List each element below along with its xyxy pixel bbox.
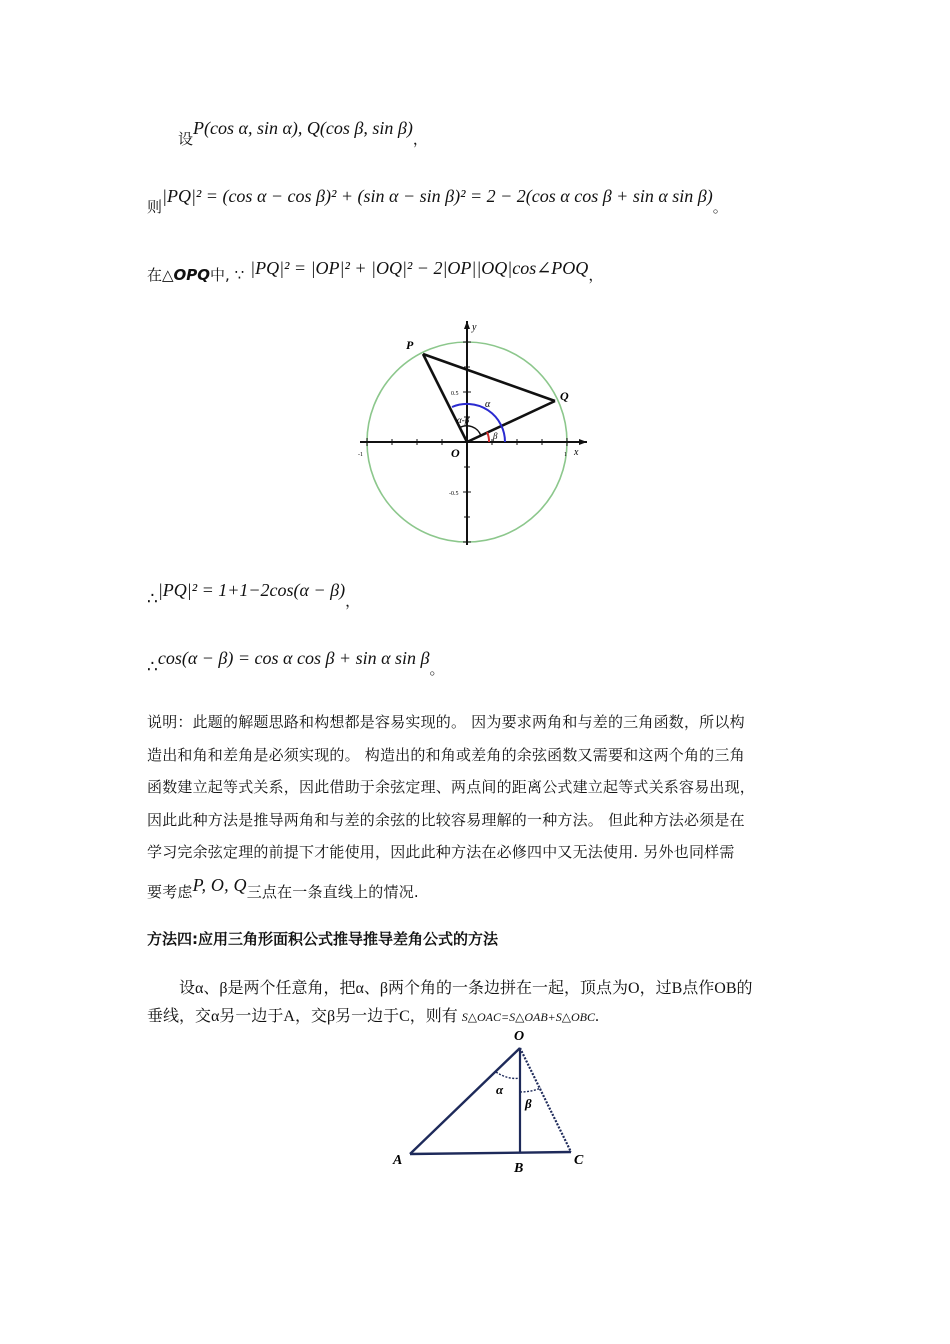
- eq1-formula: P(cos α, sin α), Q(cos β, sin β): [193, 118, 413, 138]
- eq3-mid: 中, ∵: [210, 266, 245, 284]
- beta-angle-arc: [520, 1088, 541, 1092]
- eq2-suffix: 。: [712, 198, 728, 216]
- label-b: B: [514, 1161, 524, 1176]
- eq1-suffix: ，: [412, 130, 428, 148]
- label-alpha: α: [485, 399, 491, 410]
- label-x: x: [574, 447, 579, 458]
- label-a: A: [393, 1153, 403, 1168]
- explanation-last-suffix: 三点在一条直线上的情况.: [246, 882, 419, 901]
- label-alpha-minus-beta: α-β: [457, 415, 470, 425]
- explanation-line: 因此此种方法是推导两角和与差的余弦的比较容易理解的一种方法。 但此种方法必须是在: [147, 810, 745, 829]
- eq5-suffix: 。: [429, 660, 445, 678]
- explanation-line: 函数建立起等式关系，因此借助于余弦定理、两点间的距离公式建立起等式关系容易出现，: [147, 778, 756, 796]
- method4-line2-end: .: [594, 1008, 599, 1025]
- x-axis-arrow: [579, 439, 587, 445]
- segment-ac: [410, 1152, 571, 1154]
- equation-distance: [147, 186, 728, 217]
- alpha-angle-arc: [496, 1072, 520, 1078]
- method4-heading: 方法四:应用三角形面积公式推导推导差角公式的方法: [147, 930, 499, 948]
- explanation-line: 造出和角和差角是必须实现的。 构造出的和角或差角的余弦函数又需要和这两个角的三角: [147, 745, 745, 764]
- tick-label-x-neg: -1: [358, 452, 363, 458]
- label-alpha2: α: [496, 1082, 504, 1097]
- eq2-prefix: 则: [147, 198, 163, 216]
- eq5-prefix: ∴: [147, 657, 158, 677]
- label-c: C: [574, 1153, 584, 1168]
- tick-label-x-pos: 1: [564, 452, 567, 458]
- explanation-last-line: [147, 869, 807, 909]
- explanation-last-prefix: 要考虑: [147, 882, 193, 901]
- eq4-prefix: ∴: [147, 589, 158, 609]
- eq3-prefix: 在△: [147, 266, 174, 284]
- eq3-formula: |PQ|² = |OP|² + |OQ|² − 2|OP||OQ|cos∠POQ: [250, 258, 589, 278]
- eq2-formula: |PQ|² = (cos α − cos β)² + (sin α − sin β)² = 2 − 2(cos α cos β + sin α sin β): [162, 186, 713, 206]
- tick-label-y-neg-half: -0.5: [449, 491, 459, 497]
- equation-cosine-law: [147, 258, 603, 285]
- eq4-formula: |PQ|² = 1+1−2cos(α − β): [157, 580, 346, 600]
- eq5-formula: cos(α − β) = cos α cos β + sin α sin β: [157, 648, 430, 668]
- method4-line1: 设α、β是两个任意角，把α、β两个角的一条边拼在一起，顶点为O，过B点作OB的: [179, 980, 753, 997]
- method4-area-formula: S△OAC=S△OAB+S△OBC: [461, 1010, 595, 1024]
- y-axis-arrow: [464, 321, 470, 329]
- explanation-points: P, O, Q: [192, 874, 247, 895]
- eq3-suffix: ，: [588, 266, 604, 284]
- method4-line2-text: 垂线，交α另一边于A，交β另一边于C，则有: [147, 1008, 462, 1025]
- label-p: P: [406, 338, 414, 352]
- label-q: Q: [560, 389, 569, 403]
- label-beta: β: [493, 431, 498, 441]
- unit-circle-figure: [355, 315, 595, 550]
- label-o2: O: [514, 1029, 525, 1044]
- equation-pq-result: [147, 580, 360, 611]
- label-y: y: [472, 322, 477, 333]
- tick-label-y-half: 0.5: [451, 391, 459, 397]
- segment-oa: [410, 1048, 520, 1154]
- eq1-prefix: 设: [178, 130, 194, 148]
- explanation-paragraph: [147, 706, 807, 908]
- beta-arc: [487, 432, 489, 442]
- equation-cos-difference: [147, 648, 445, 679]
- eq3-triangle: OPQ: [173, 266, 211, 284]
- label-beta2: β: [525, 1096, 532, 1111]
- explanation-line: 学习完余弦定理的前提下才能使用，因此此种方法在必修四中又无法使用. 另外也同样需: [147, 843, 735, 861]
- explanation-line: 说明：此题的解题思路和构想都是容易实现的。 因为要求两角和与差的三角函数，所以构: [147, 713, 745, 731]
- label-o: O: [451, 446, 460, 460]
- equation-points: [178, 118, 428, 149]
- triangle-area-figure: [388, 1022, 598, 1177]
- eq4-suffix: ，: [345, 592, 361, 610]
